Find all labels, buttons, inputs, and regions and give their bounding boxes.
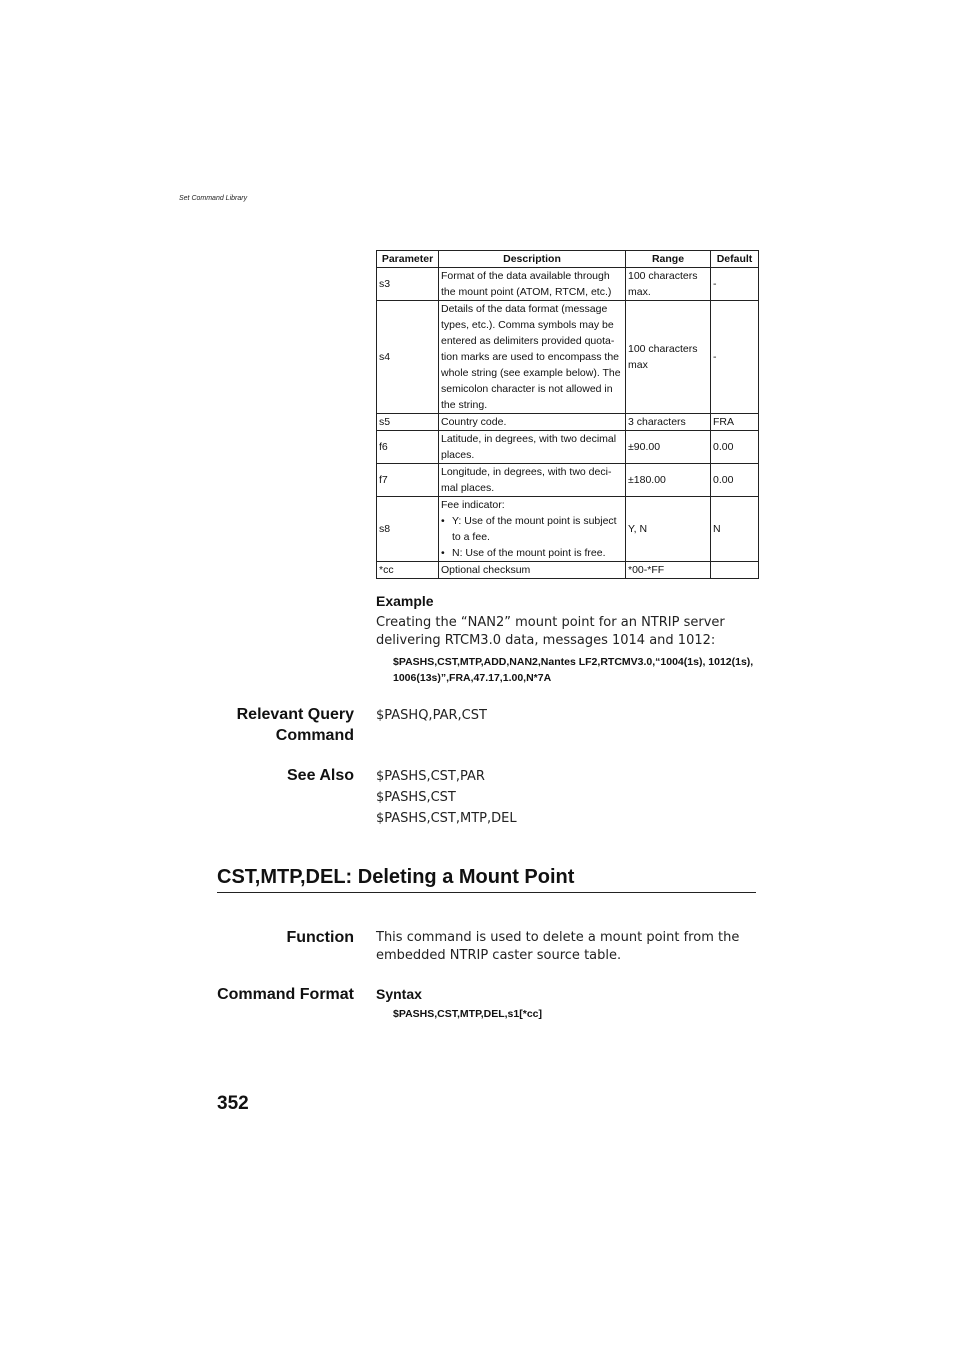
table-row bbox=[377, 431, 759, 464]
cell-desc: Country code. bbox=[439, 414, 626, 431]
table-row bbox=[377, 497, 759, 562]
relevant-query-value: $PASHQ,PAR,CST bbox=[376, 708, 487, 723]
cell-range: 100 characters max. bbox=[626, 268, 711, 301]
cell-param: s8 bbox=[377, 497, 439, 562]
cell-range: Y, N bbox=[626, 497, 711, 562]
fee-options-list bbox=[441, 513, 623, 561]
parameter-table bbox=[376, 250, 759, 579]
cell-default: - bbox=[711, 301, 759, 414]
cell-param: s5 bbox=[377, 414, 439, 431]
section-title: CST,MTP,DEL: Deleting a Mount Point bbox=[217, 866, 756, 893]
table-row bbox=[377, 414, 759, 431]
list-item: • Y: Use of the mount point is subject to a fee. bbox=[441, 513, 623, 545]
cell-range: *00-*FF bbox=[626, 562, 711, 579]
cell-desc: Format of the data available through the mount point (ATOM, RTCM, etc.) bbox=[439, 268, 626, 301]
cell-range: ±90.00 bbox=[626, 431, 711, 464]
cell-default: 0.00 bbox=[711, 464, 759, 497]
cell-default bbox=[711, 562, 759, 579]
syntax-heading: Syntax bbox=[376, 986, 422, 1002]
command-format-label: Command Format bbox=[217, 986, 354, 1003]
header-description: Description bbox=[439, 251, 626, 268]
table-row bbox=[377, 562, 759, 579]
cell-range: 3 characters bbox=[626, 414, 711, 431]
example-code: $PASHS,CST,MTP,ADD,NAN2,Nantes LF2,RTCMV3.0,“1004(1s), 1012(1s), 1006(13s)”,FRA,47.17,1.00,N*7A bbox=[393, 656, 754, 684]
fee-indicator-title: Fee indicator: bbox=[441, 499, 505, 511]
cell-param: s3 bbox=[377, 268, 439, 301]
cell-desc: Details of the data format (message types, etc.). Comma symbols may be entered as delimiters provided quota-tion marks are used to encompass the whole string (see example below). The semicolon character is not allowed in the string. bbox=[439, 301, 626, 414]
list-item: $PASHS,CST,PAR bbox=[376, 769, 485, 784]
table-row bbox=[377, 464, 759, 497]
cell-param: s4 bbox=[377, 301, 439, 414]
see-also-label: See Also bbox=[287, 767, 354, 784]
cell-default: N bbox=[711, 497, 759, 562]
see-also-list bbox=[376, 766, 517, 829]
cell-desc: Latitude, in degrees, with two decimal places. bbox=[439, 431, 626, 464]
cell-range: 100 characters max bbox=[626, 301, 711, 414]
running-header: Set Command Library bbox=[179, 195, 248, 202]
list-item: $PASHS,CST,MTP,DEL bbox=[376, 811, 517, 826]
table-row bbox=[377, 301, 759, 414]
cell-desc: Optional checksum bbox=[439, 562, 626, 579]
cell-param: f6 bbox=[377, 431, 439, 464]
cell-default: FRA bbox=[711, 414, 759, 431]
cell-param: f7 bbox=[377, 464, 439, 497]
header-default: Default bbox=[711, 251, 759, 268]
list-item: • N: Use of the mount point is free. bbox=[441, 545, 623, 561]
syntax-code: $PASHS,CST,MTP,DEL,s1[*cc] bbox=[393, 1008, 542, 1020]
cell-desc: Longitude, in degrees, with two deci-mal places. bbox=[439, 464, 626, 497]
example-text: Creating the “NAN2” mount point for an NTRIP server delivering RTCM3.0 data, messages 1014 and 1012: bbox=[376, 615, 725, 648]
header-parameter: Parameter bbox=[377, 251, 439, 268]
example-heading: Example bbox=[376, 593, 434, 609]
relevant-query-label: Relevant Query Command bbox=[236, 706, 354, 744]
page-number: 352 bbox=[217, 1093, 249, 1114]
cell-param: *cc bbox=[377, 562, 439, 579]
function-label: Function bbox=[286, 929, 354, 946]
table-row bbox=[377, 268, 759, 301]
header-range: Range bbox=[626, 251, 711, 268]
list-item: $PASHS,CST bbox=[376, 790, 456, 805]
cell-default: 0.00 bbox=[711, 431, 759, 464]
cell-default: - bbox=[711, 268, 759, 301]
table-header-row bbox=[377, 251, 759, 268]
cell-desc bbox=[439, 497, 626, 562]
cell-range: ±180.00 bbox=[626, 464, 711, 497]
function-text: This command is used to delete a mount point from the embedded NTRIP caster source table. bbox=[376, 930, 740, 963]
